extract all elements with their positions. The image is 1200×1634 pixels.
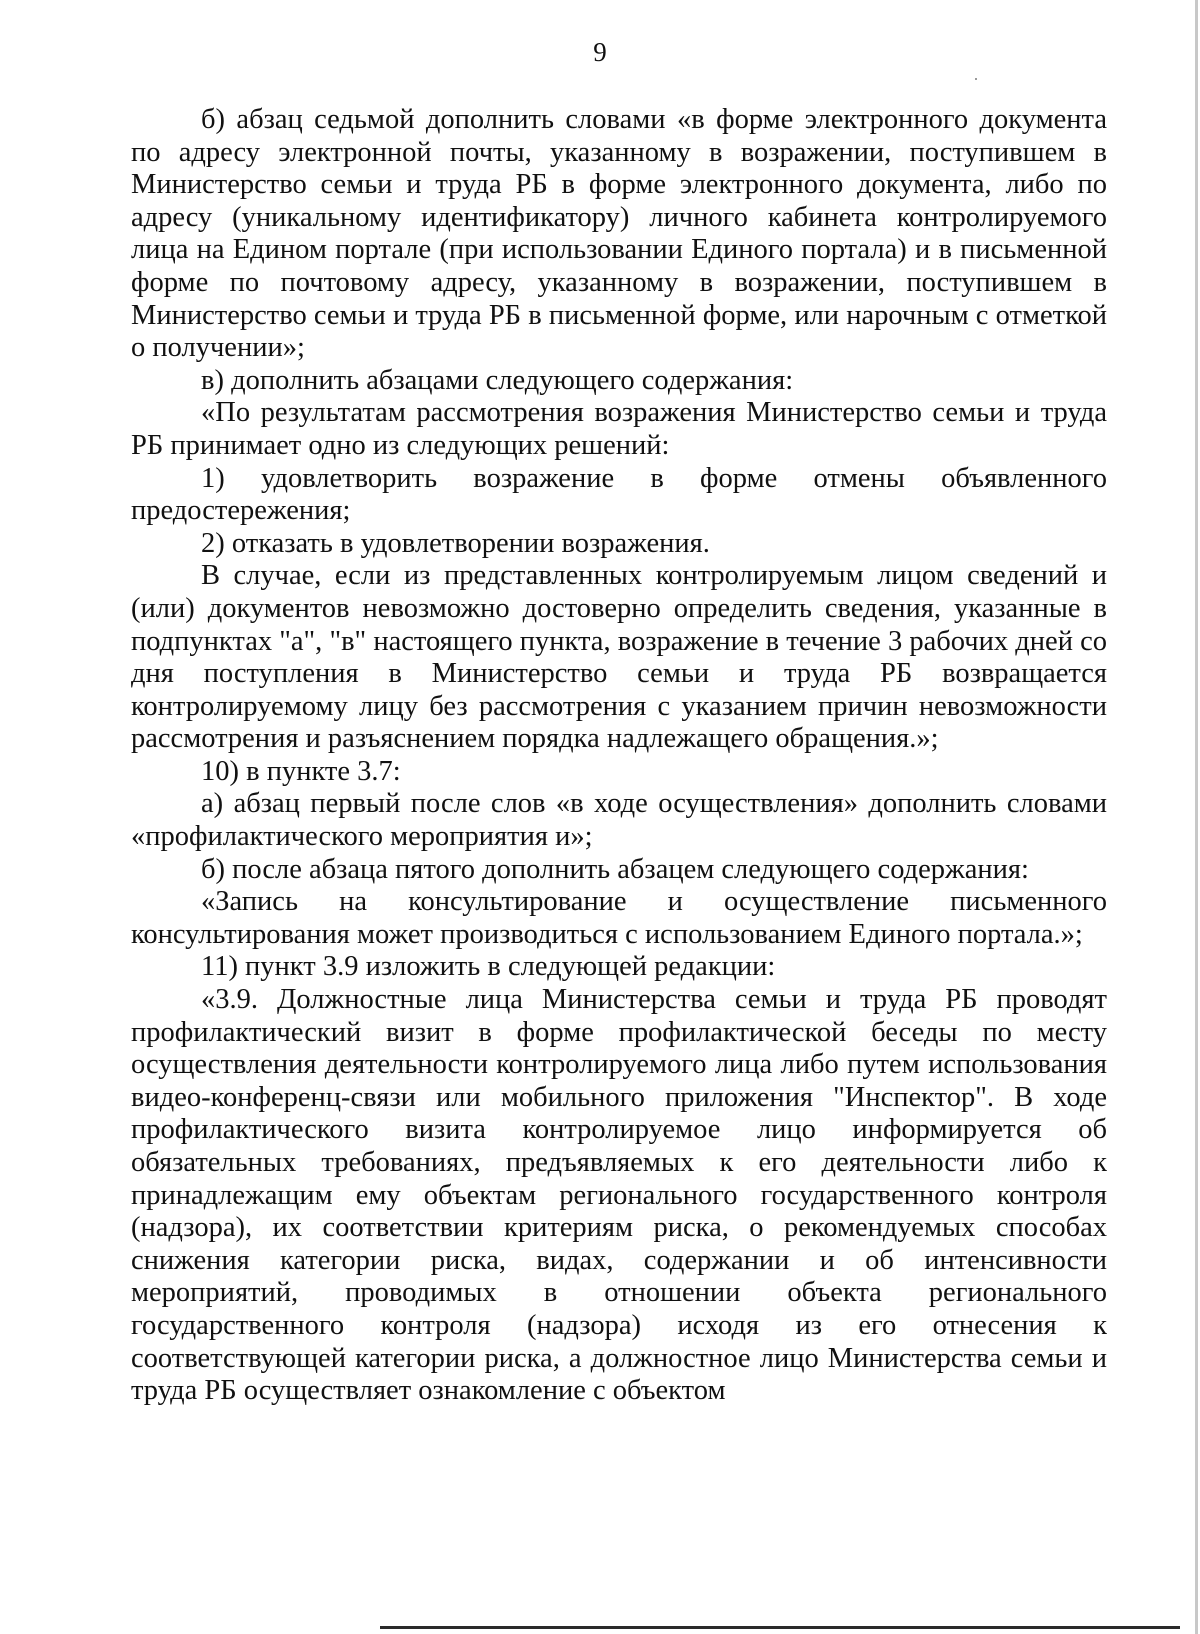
paragraph-item-10-a: а) абзац первый после слов «в ходе осуществления» дополнить словами «профилактического мероприятия и»;	[131, 788, 1107, 853]
paragraph-decision-2: 2) отказать в удовлетворении возражения.	[201, 527, 710, 559]
paragraph-item-11: 11) пункт 3.9 изложить в следующей редакции:	[201, 951, 776, 983]
page-number: 9	[593, 37, 607, 67]
document-body	[131, 104, 1107, 1408]
paragraph-item-10-b: б) после абзаца пятого дополнить абзацем следующего содержания:	[201, 853, 1029, 885]
paragraph-v-add-abzacs: в) дополнить абзацами следующего содержания:	[201, 364, 794, 396]
paragraph-review-results: «По результатам рассмотрения возражения Министерство семьи и труда РБ принимает одно из следующих решений:	[131, 397, 1107, 461]
scan-edge	[1195, 0, 1198, 1634]
paragraph-decision-1: 1) удовлетворить возражение в форме отмены объявленного предостережения;	[131, 462, 1107, 527]
paragraph-consultation-record: «Запись на консультирование и осуществление письменного консультирования может производиться с использованием Единого портала.»;	[131, 886, 1107, 950]
scan-bottom-edge	[380, 1626, 1180, 1629]
paragraph-b-seventh-abzac: б) абзац седьмой дополнить словами «в форме электронного документа по адресу электронной почты, указанному в возражении, поступившем в Министерство семьи и труда РБ в форме электронного документа, либо по адресу (уникальному идентификатору) личного кабинета контролируемого лица на Едином портале (при использовании Единого портала) и в письменной форме по почтовому адресу, указанному в возражении, поступившем в Министерство семьи и труда РБ в письменной форме, или нарочным с отметкой о получении»;	[131, 104, 1107, 364]
paragraph-clause-3-9: «3.9. Должностные лица Министерства семьи и труда РБ проводят профилактический визит в форме профилактической беседы по месту осуществления деятельности контролируемого лица либо путем использования видео-конференц-связи или мобильного приложения "Инспектор". В ходе профилактического визита контролируемое лицо информируется об обязательных требованиях, предъявляемых к его деятельности либо к принадлежащим ему объектам регионального государственного контроля (надзора), их соответствии критериям риска, о рекомендуемых способах снижения категории риска, видах, содержании и об интенсивности мероприятий, проводимых в отношении объекта регионального государственного контроля (надзора) исходя из его отнесения к соответствующей категории риска, а должностное лицо Министерства семьи и труда РБ осуществляет ознакомление с объектом	[131, 984, 1107, 1407]
paragraph-item-10: 10) в пункте 3.7:	[201, 755, 401, 787]
scan-speck	[975, 78, 977, 80]
paragraph-return-objection: В случае, если из представленных контролируемым лицом сведений и (или) документов невозможно достоверно определить сведения, указанные в подпунктах "а", "в" настоящего пункта, возражение в течение 3 рабочих дней со дня поступления в Министерство семьи и труда РБ возвращается контролируемому лицу без рассмотрения с указанием причин невозможности рассмотрения и разъяснением порядка надлежащего обращения.»;	[131, 560, 1107, 755]
